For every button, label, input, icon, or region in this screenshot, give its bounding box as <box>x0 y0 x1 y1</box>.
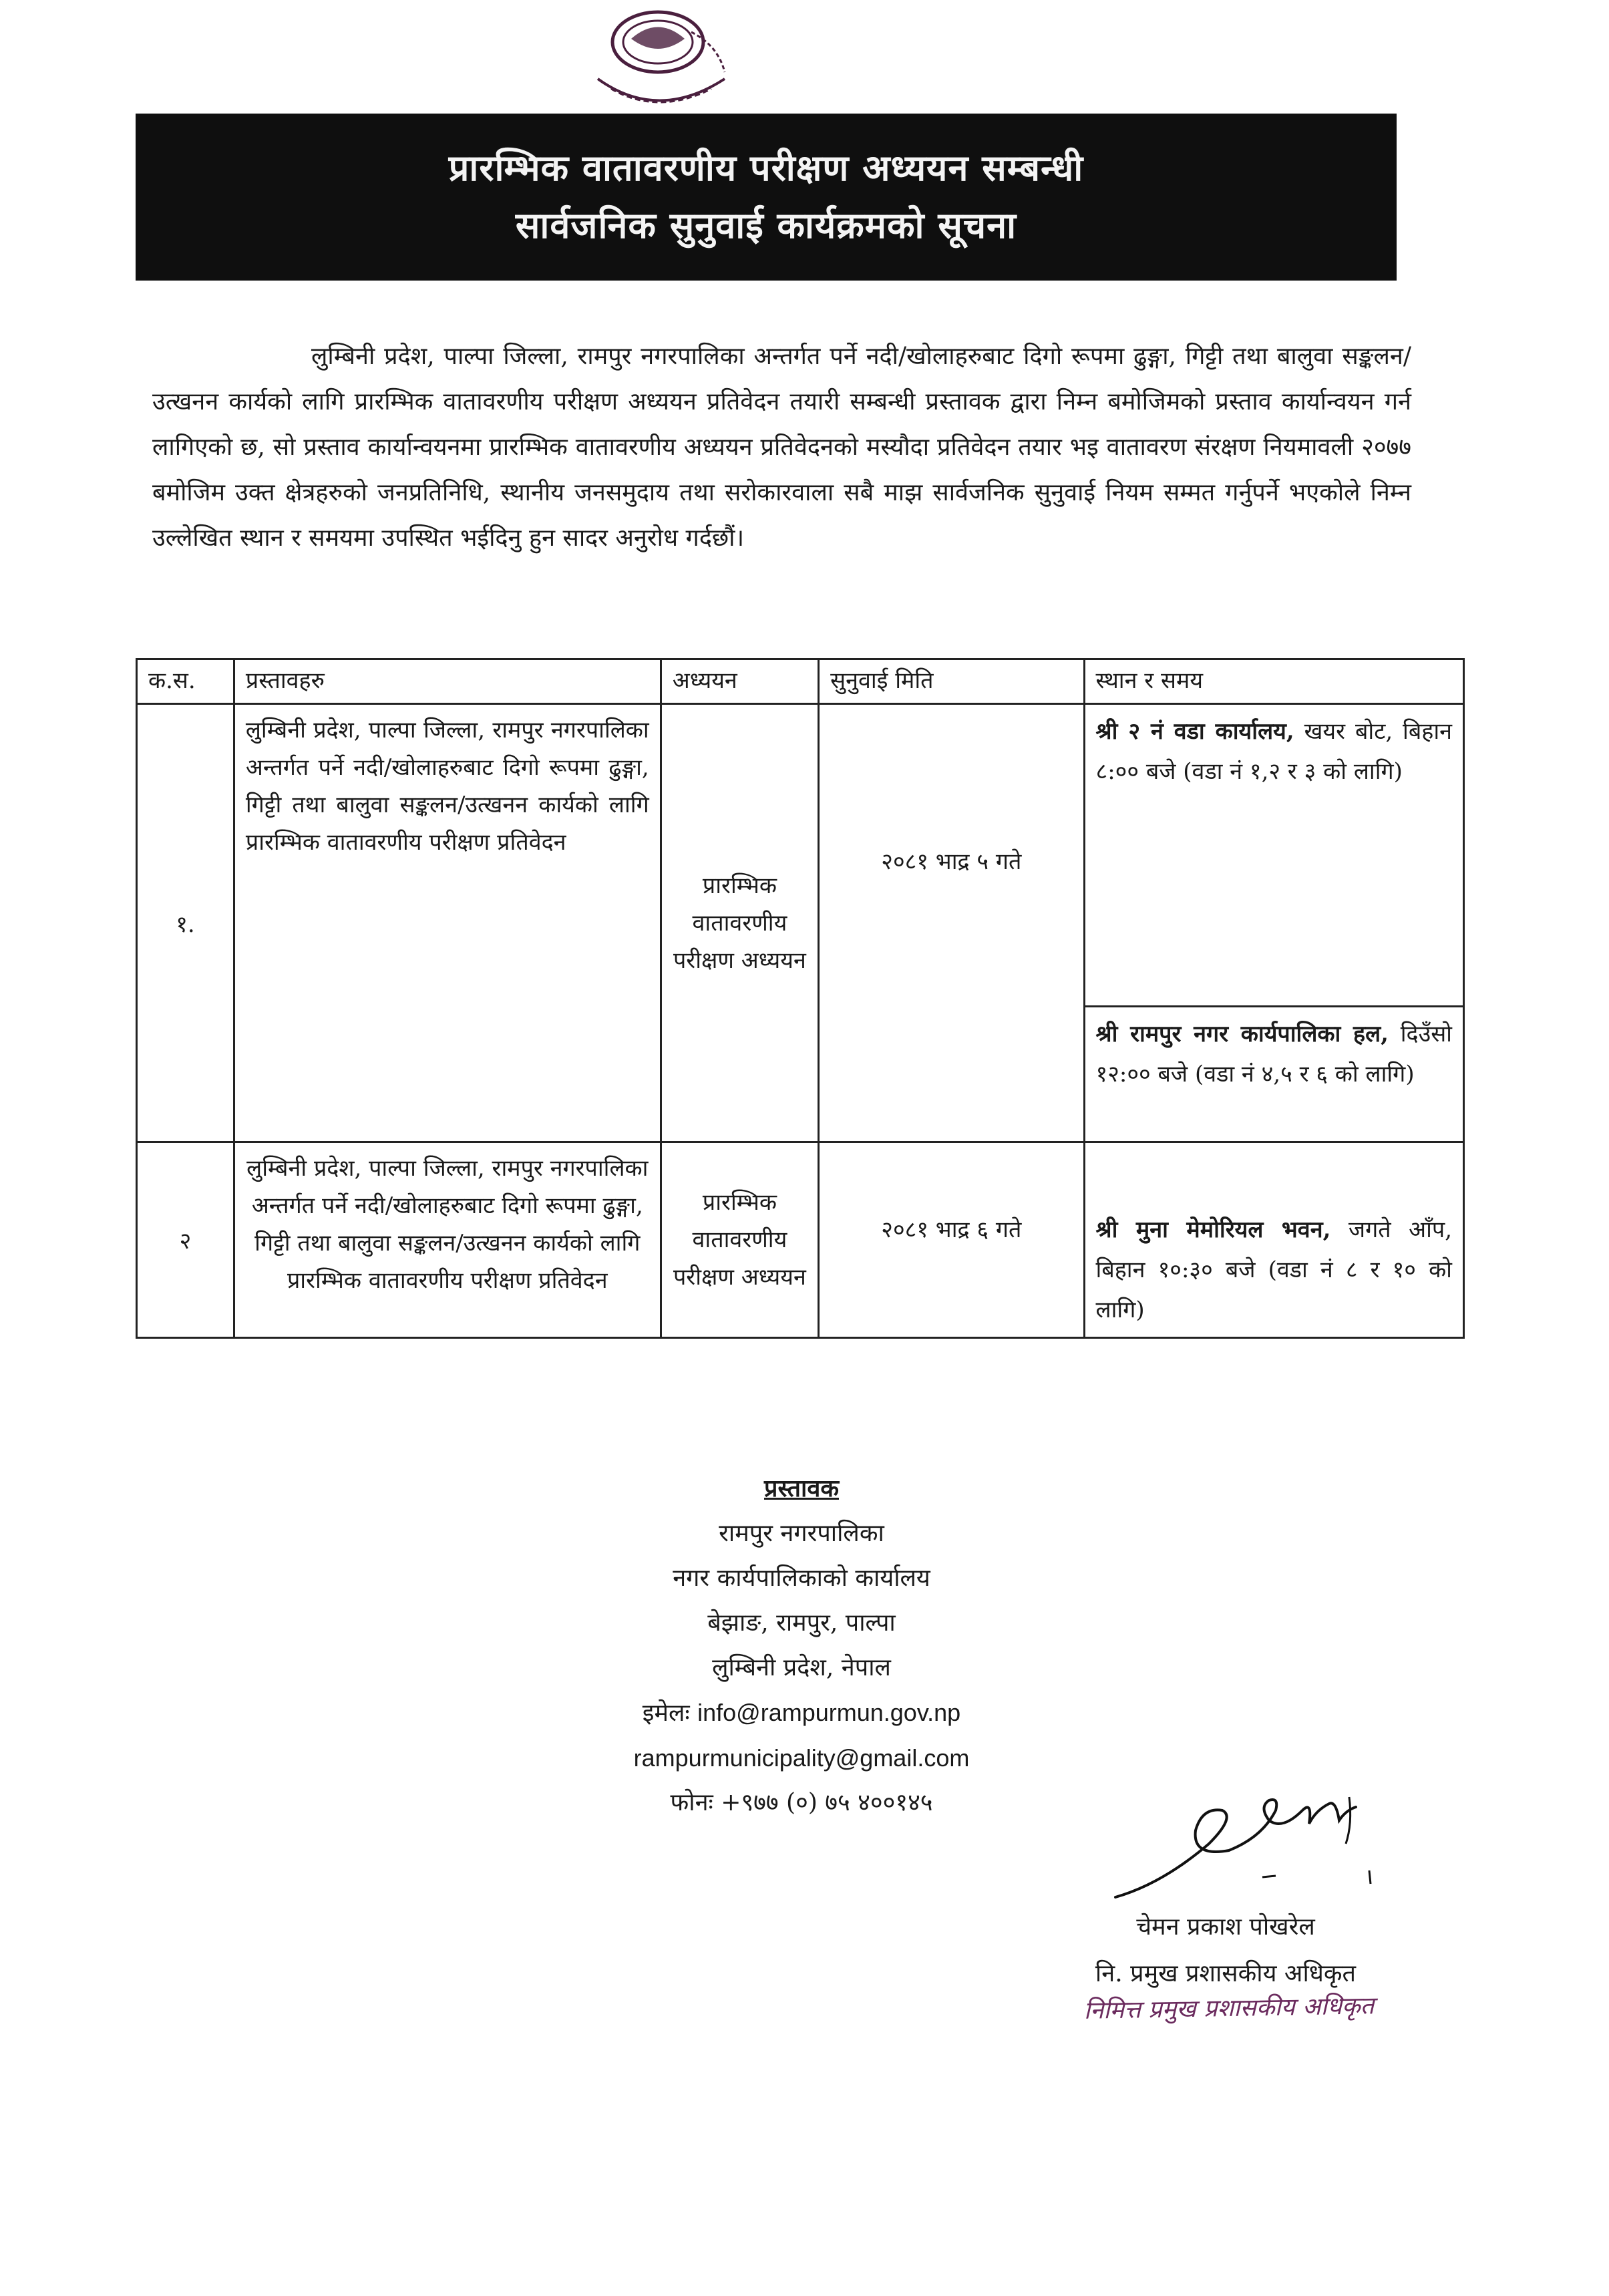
proponent-line-1: रामपुर नगरपालिका <box>719 1520 884 1547</box>
proponent-line-4: लुम्बिनी प्रदेश, नेपाल <box>712 1654 891 1681</box>
hearing-schedule-table <box>136 658 1465 1339</box>
proponent-heading: प्रस्तावक <box>764 1474 839 1502</box>
title-line-1: प्रारम्भिक वातावरणीय परीक्षण अध्ययन सम्बन्धी <box>448 147 1084 189</box>
email-line-1 <box>601 1690 1002 1736</box>
row1-place-b-venue: श्री रामपुर नगर कार्यपालिका हल, <box>1095 1021 1389 1047</box>
row2-place-venue: श्री मुना मेमोरियल भवन, <box>1095 1216 1331 1243</box>
signatory-block <box>1039 1904 1413 1997</box>
header-serial: क.स. <box>137 659 234 704</box>
signature-image <box>1109 1770 1389 1924</box>
header-hearing-date: सुनुवाई मिति <box>819 659 1084 704</box>
row1-study: प्रारम्भिक वातावरणीय परीक्षण अध्ययन <box>661 704 818 1142</box>
table-row <box>137 704 1464 1007</box>
designation-seal: निमित्त प्रमुख प्रशासकीय अधिकृत <box>1083 1992 1375 2025</box>
header-place-time: स्थान र समय <box>1084 659 1463 704</box>
row1-serial: १. <box>137 704 234 1142</box>
row2-study: प्रारम्भिक वातावरणीय परीक्षण अध्ययन <box>661 1142 818 1338</box>
signatory-title: नि. प्रमुख प्रशासकीय अधिकृत <box>1095 1960 1357 1987</box>
table-row <box>137 1142 1464 1338</box>
header-study: अध्ययन <box>661 659 818 704</box>
phone-label: फोनः <box>670 1789 713 1816</box>
row1-proposal: लुम्बिनी प्रदेश, पाल्पा जिल्ला, रामपुर नगरपालिका अन्तर्गत पर्ने नदी/खोलाहरुबाट दिगो रूपमा ढुङ्गा, गिट्टी तथा बालुवा सङ्कलन/उत्खनन कार्यको लागि प्रारम्भिक वातावरणीय परीक्षण प्रतिवेदन <box>234 704 661 1142</box>
row1-place-b <box>1084 1007 1463 1142</box>
proponent-line-3: बेझाङ, रामपुर, पाल्पा <box>707 1609 896 1637</box>
proponent-line-2: नगर कार्यपालिकाको कार्यालय <box>673 1565 930 1592</box>
phone-number: +९७७ (०) ७५ ४००१४५ <box>721 1789 933 1816</box>
row1-place-a-detail: खयर बोट, बिहान ८:०० बजे (वडा नं १,२ र ३ को लागि) <box>1095 718 1452 785</box>
row2-place <box>1084 1142 1463 1338</box>
email-1: info@rampurmun.gov.np <box>697 1699 961 1726</box>
row2-proposal: लुम्बिनी प्रदेश, पाल्पा जिल्ला, रामपुर नगरपालिका अन्तर्गत पर्ने नदी/खोलाहरुबाट दिगो रूपमा ढुङ्गा, गिट्टी तथा बालुवा सङ्कलन/उत्खनन कार्यको लागि प्रारम्भिक वातावरणीय परीक्षण प्रतिवेदन <box>234 1142 661 1338</box>
header-proposals: प्रस्तावहरु <box>234 659 661 704</box>
row1-place-b-detail: दिउँसो १२:०० बजे (वडा नं ४,५ र ६ को लागि) <box>1095 1021 1452 1088</box>
table-header-row <box>137 659 1464 704</box>
row2-place-detail: जगते आँप, बिहान १०:३० बजे (वडा नं ८ र १० को लागि) <box>1095 1216 1452 1323</box>
email-label: इमेलः <box>642 1699 690 1727</box>
title-line-2: सार्वजनिक सुनुवाई कार्यक्रमको सूचना <box>515 204 1017 247</box>
signatory-name: चेमन प्रकाश पोखरेल <box>1136 1913 1315 1941</box>
municipality-stamp <box>558 5 758 119</box>
email-2: rampurmunicipality@gmail.com <box>633 1744 970 1772</box>
intro-paragraph: लुम्बिनी प्रदेश, पाल्पा जिल्ला, रामपुर नगरपालिका अन्तर्गत पर्ने नदी/खोलाहरुबाट दिगो रूपमा ढुङ्गा, गिट्टी तथा बालुवा सङ्कलन/उत्खनन कार्यको लागि प्रारम्भिक वातावरणीय परीक्षण अध्ययन प्रतिवेदन तयारी सम्बन्धी प्रस्तावक द्वारा निम्न बमोजिमको प्रस्ताव कार्यान्वयन गर्न लागिएको छ, सो प्रस्ताव कार्यान्वयनमा प्रारम्भिक वातावरणीय अध्ययन प्रतिवेदनको मस्यौदा प्रतिवेदन तयार भइ वातावरण संरक्षण नियमावली २०७७ बमोजिम उक्त क्षेत्रहरुको जनप्रतिनिधि, स्थानीय जनसमुदाय तथा सरोकारवाला सबै माझ सार्वजनिक सुनुवाई नियम सम्मत गर्नुपर्ने भएकोले निम्न उल्लेखित स्थान र समयमा उपस्थित भईदिनु हुन सादर अनुरोध गर्दछौं। <box>152 343 1411 552</box>
row1-date: २०८१ भाद्र ५ गते <box>819 704 1084 1142</box>
row2-date: २०८१ भाद्र ६ गते <box>819 1142 1084 1338</box>
row2-serial: २ <box>137 1142 234 1338</box>
row1-place-a <box>1084 704 1463 1007</box>
proponent-block <box>601 1466 1002 1825</box>
notice-title-banner <box>136 114 1397 281</box>
row1-place-a-venue: श्री २ नं वडा कार्यालय, <box>1095 718 1294 745</box>
phone-line <box>601 1780 1002 1825</box>
